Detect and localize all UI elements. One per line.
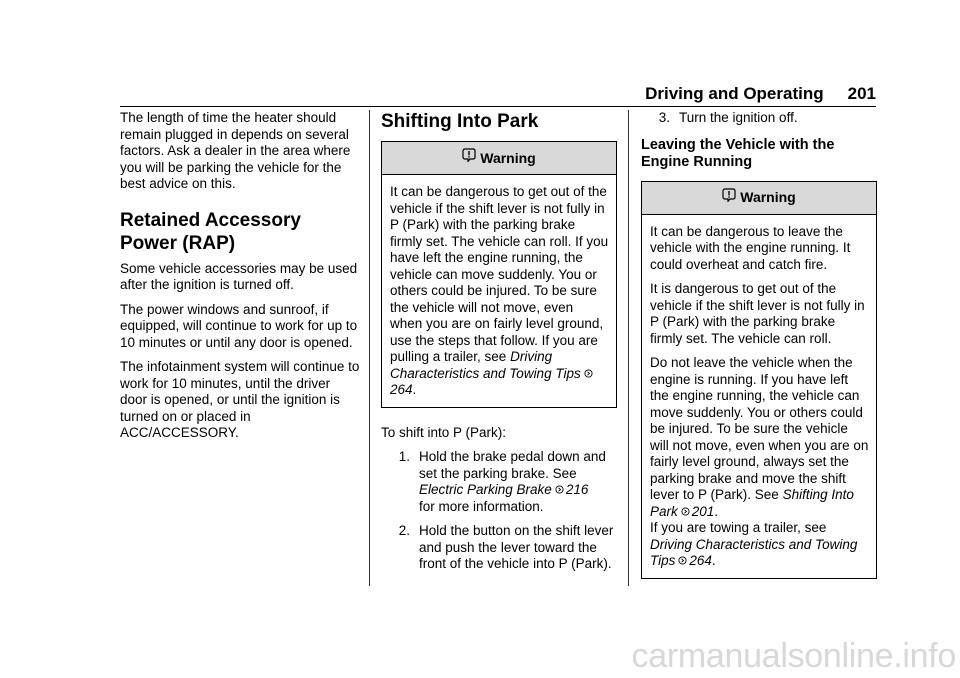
step-text: Hold the button on the shift lever and push the lever toward the front of the vehicle into P (Park).	[419, 523, 614, 571]
step-number: 1.	[398, 449, 410, 464]
page-reference-icon	[555, 485, 564, 494]
cross-reference-link[interactable]: Driving Characteristics and Towing Tips	[650, 536, 858, 568]
shift-intro: To shift into P (Park):	[381, 424, 507, 440]
step-text: Turn the ignition off.	[679, 110, 798, 125]
warning-icon	[462, 148, 476, 162]
rap-heading-line1: Retained Accessory	[120, 209, 301, 231]
warning-text-end: .	[412, 382, 417, 397]
page-header	[120, 80, 876, 108]
warning-title: Warning	[740, 189, 796, 206]
rap-paragraph-2: The power windows and sunroof, if equipped, will continue to work for up to 10 minutes or until any door is opened.	[120, 301, 358, 350]
reference-page-number[interactable]: 264	[689, 553, 712, 568]
warning-p3-trailer: If you are towing a trailer, see	[650, 520, 827, 535]
warning-box	[641, 181, 877, 579]
cross-reference-link[interactable]: Electric Parking Brake	[419, 482, 552, 497]
warning-p3-end-2: .	[711, 553, 716, 568]
warning-icon	[722, 188, 736, 202]
warning-title: Warning	[480, 149, 536, 166]
header-rule	[120, 106, 876, 107]
step-text-main: Hold the brake pedal down and set the parking brake. See	[419, 449, 606, 481]
leaving-heading-line2: Engine Running	[641, 153, 753, 170]
warning-paragraph-2: It is dangerous to get out of the vehicle if the shift lever is not fully in P (Park) with the parking brake firmly set. The vehicle can roll.	[650, 281, 865, 346]
step-item	[381, 523, 617, 573]
warning-paragraph-1: It can be dangerous to leave the vehicle with the engine running. It could overheat and catch fire.	[650, 223, 851, 272]
leaving-heading-line1: Leaving the Vehicle with the	[641, 136, 835, 153]
warning-box	[381, 141, 617, 408]
warning-text-main: It can be dangerous to get out of the vehicle if the shift lever is not fully in P (Park) with the parking brake firmly set. The vehicle can roll. If you have left the engine running, the vehicle can move suddenly. You or others could be injured. To be sure the vehicle will not move, even when you are on fairly level ground, use the steps that follow. If you are pulling a trailer, see	[390, 184, 609, 364]
page-reference-icon	[584, 369, 593, 378]
warning-body	[642, 215, 876, 578]
reference-page-number[interactable]: 201	[691, 503, 715, 519]
warning-p3-main: Do not leave the vehicle when the engine is running. If you have left the engine running, the vehicle can move suddenly. You or others could be injured. To be sure the vehicle will not move, even when you are on fairly level ground, always set the parking brake and move the shift lever to P (Park). See	[650, 355, 869, 502]
shifting-into-park-heading: Shifting Into Park	[381, 111, 539, 132]
step-item	[381, 449, 617, 515]
step-number: 3.	[658, 110, 670, 125]
section-title: Driving and Operating	[645, 84, 824, 103]
step-text	[419, 449, 617, 515]
rap-paragraph-1: Some vehicle accessories may be used after the ignition is turned off.	[120, 260, 358, 292]
reference-page-number[interactable]: 216	[565, 482, 589, 497]
page-reference-icon	[681, 507, 690, 516]
page-reference-icon	[678, 556, 687, 565]
warning-text	[390, 184, 609, 399]
reference-page-number[interactable]: 264	[390, 382, 413, 397]
column-middle	[381, 110, 617, 581]
rap-paragraph-3: The infotainment system will continue to work for 10 minutes, until the driver door is opened, or until the ignition is turned on or placed in ACC/ACCESSORY.	[120, 359, 360, 440]
watermark: carmanualsonline.info	[631, 637, 956, 675]
column-right	[641, 110, 877, 579]
header-text	[645, 84, 876, 104]
warning-header	[382, 142, 616, 175]
warning-p3-end: .	[714, 503, 719, 519]
column-left	[120, 110, 360, 450]
heater-intro-paragraph: The length of time the heater should remain plugged in depends on several factors. Ask a dealer in the area where you will be parking the vehicle for the best advice on this.	[120, 110, 351, 191]
step-number: 2.	[398, 523, 410, 538]
warning-body	[382, 175, 616, 407]
cross-reference-link[interactable]: Shifting Into Park	[650, 487, 854, 519]
page-number: 201	[847, 84, 876, 103]
warning-paragraph-3	[650, 355, 869, 570]
column-divider	[628, 110, 629, 586]
step-text-after: for more information.	[419, 498, 544, 514]
leaving-vehicle-heading	[641, 137, 877, 171]
column-divider	[369, 110, 370, 586]
step-item	[641, 110, 877, 127]
cross-reference-link[interactable]: Driving Characteristics and Towing Tips	[390, 349, 581, 381]
warning-header	[642, 182, 876, 215]
rap-heading	[120, 209, 360, 255]
rap-heading-line2: Power (RAP)	[120, 232, 236, 254]
